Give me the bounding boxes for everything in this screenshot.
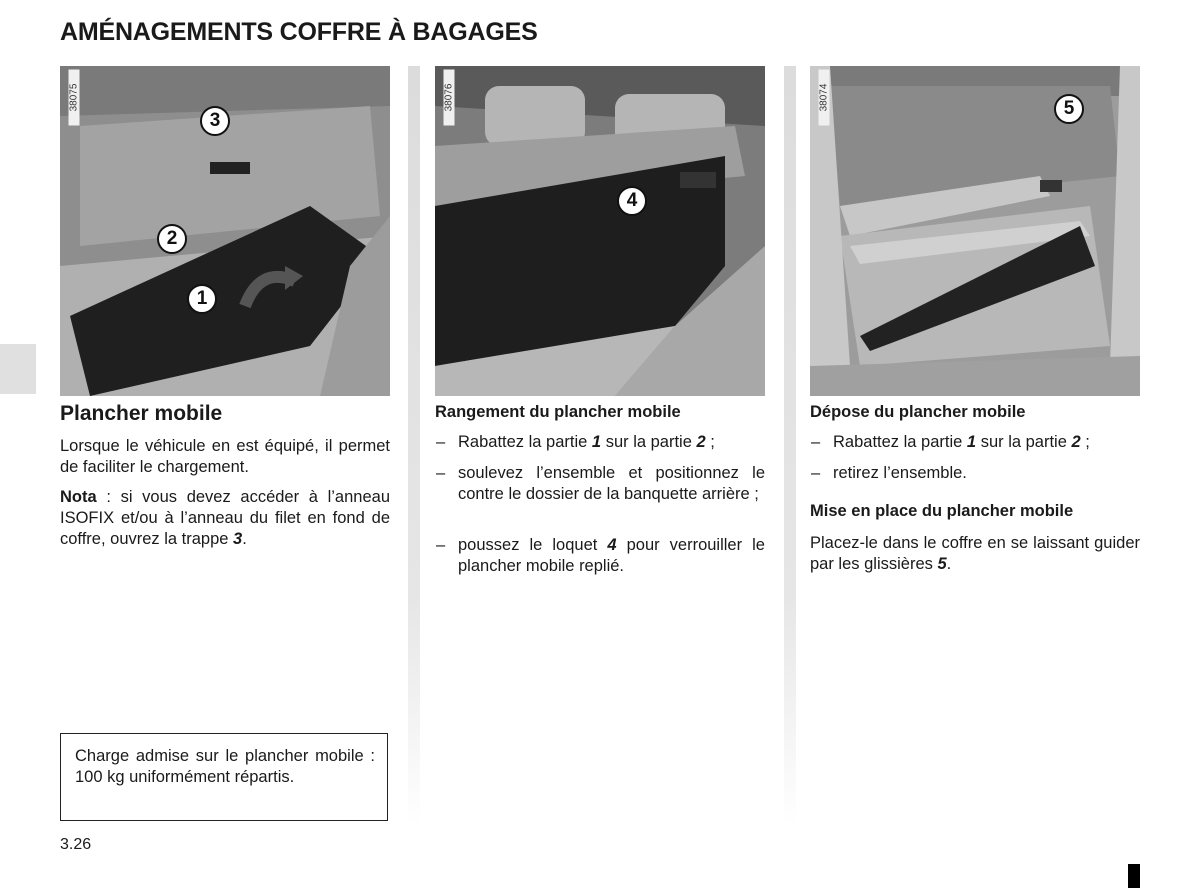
callout-2: 2 [157, 224, 187, 254]
page-corner-mark [1128, 864, 1140, 888]
photo-trunk-floor [60, 66, 390, 396]
list-item: – retirez l’ensemble. [811, 464, 967, 482]
intro-paragraph: Lorsque le véhicule en est équipé, il permet de faciliter le chargement. [60, 437, 390, 476]
photo-ref: 38074 [814, 74, 828, 126]
column-divider [408, 66, 420, 826]
ref-3: 3 [233, 530, 243, 548]
photo-floor-removed [810, 66, 1140, 396]
list-item: – soulevez l’ensemble et positionnez le contre le dossier de la banquette arrière ; [436, 464, 765, 503]
nota-paragraph: Nota : si vous devez accéder à l’anneau ISOFIX et/ou à l’anneau du filet en fond de coffre, ouvrez la trappe 3. [60, 488, 390, 548]
page-number: 3.26 [60, 836, 92, 853]
ref-5: 5 [937, 555, 947, 573]
photo-ref: 38076 [439, 74, 453, 126]
callout-5: 5 [1054, 94, 1084, 124]
list-item: – poussez le loquet 4 pour verrouiller le plancher mobile replié. [436, 536, 765, 575]
column-divider [784, 66, 796, 826]
callout-4: 4 [617, 186, 647, 216]
section-heading: Dépose du plancher mobile [810, 403, 1026, 421]
page-title: AMÉNAGEMENTS COFFRE À BAGAGES [60, 18, 538, 46]
list-item: – Rabattez la partie 1 sur la partie 2 ; [811, 433, 1090, 451]
install-paragraph: Placez-le dans le coffre en se laissant guider par les glissières 5. [810, 534, 1140, 573]
chapter-tab [0, 344, 36, 394]
photo-ref: 38075 [64, 74, 78, 126]
photo-floor-stowed [435, 66, 765, 396]
nota-label: Nota [60, 488, 97, 506]
callout-3: 3 [200, 106, 230, 136]
load-note-box: Charge admise sur le plancher mobile : 100 kg uniformément répartis. [60, 733, 388, 821]
section-heading: Mise en place du plancher mobile [810, 502, 1074, 520]
section-heading: Plancher mobile [60, 402, 223, 425]
callout-1: 1 [187, 284, 217, 314]
list-item: – Rabattez la partie 1 sur la partie 2 ; [436, 433, 715, 451]
section-heading: Rangement du plancher mobile [435, 403, 681, 421]
